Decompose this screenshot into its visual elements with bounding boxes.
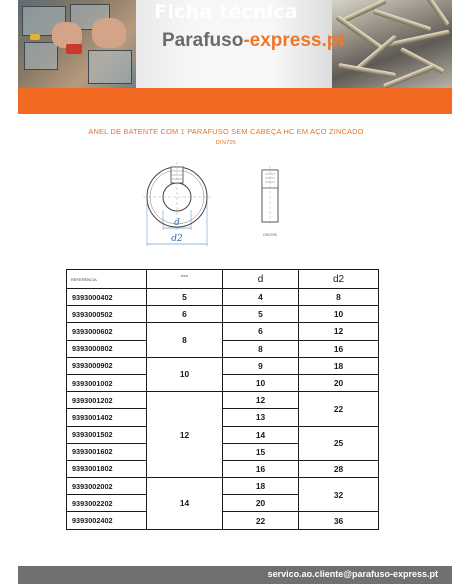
header-mm: mm	[147, 270, 223, 289]
cell-d: 8	[223, 340, 299, 357]
header-d2: d2	[299, 270, 379, 289]
table-row	[67, 478, 379, 495]
cell-d2: 12	[299, 323, 379, 340]
product-standard: DIN705	[215, 140, 237, 146]
cell-mm: 14	[147, 478, 223, 530]
dimension-label-d2: d2	[171, 234, 183, 244]
cell-d: 18	[223, 478, 299, 495]
table-row	[67, 512, 379, 529]
table-row	[67, 340, 379, 357]
brand-logo	[162, 30, 345, 52]
dimension-label-d: d	[174, 218, 180, 228]
cell-d: 13	[223, 409, 299, 426]
title-band	[18, 88, 452, 114]
cell-d: 15	[223, 443, 299, 460]
footer-bar	[18, 566, 452, 584]
cell-d2: 16	[299, 340, 379, 357]
customer-service-email[interactable]: servico.ao.cliente@parafuso-express.pt	[267, 569, 438, 579]
table-row	[67, 392, 379, 409]
page-title: Ficha técnica	[154, 1, 298, 23]
cell-reference: 9393001202	[67, 392, 147, 409]
cell-d2: 10	[299, 306, 379, 323]
cell-reference: 9393001502	[67, 426, 147, 443]
cell-reference: 9393000602	[67, 323, 147, 340]
cell-d2: 28	[299, 460, 379, 477]
side-view-drawing	[262, 166, 278, 237]
cell-reference: 9393001402	[67, 409, 147, 426]
cell-reference: 9393000802	[67, 340, 147, 357]
cell-d2: 36	[299, 512, 379, 529]
front-view-drawing	[143, 162, 211, 246]
brand-logo-main: Parafuso	[162, 30, 244, 51]
table-row	[67, 357, 379, 374]
cell-d2: 25	[299, 426, 379, 460]
table-row	[67, 374, 379, 391]
cell-reference: 9393000402	[67, 289, 147, 306]
product-name: ANEL DE BATENTE COM 1 PARAFUSO SEM CABEÇA HC EM AÇO ZINCADO	[88, 127, 364, 136]
cell-mm: 8	[147, 323, 223, 357]
header-d: d	[223, 270, 299, 289]
cell-mm: 6	[147, 306, 223, 323]
cell-d: 20	[223, 495, 299, 512]
cell-reference: 9393002202	[67, 495, 147, 512]
header-reference: REFERÊNCIA	[67, 270, 147, 289]
cell-reference: 9393001002	[67, 374, 147, 391]
cell-d: 5	[223, 306, 299, 323]
table-row	[67, 306, 379, 323]
table-row	[67, 460, 379, 477]
specification-table	[66, 269, 379, 530]
cell-d2: 8	[299, 289, 379, 306]
table-row	[67, 323, 379, 340]
cell-d: 9	[223, 357, 299, 374]
cell-reference: 9393000902	[67, 357, 147, 374]
cell-d: 14	[223, 426, 299, 443]
technical-drawing	[0, 150, 452, 250]
cell-d2: 22	[299, 392, 379, 426]
cell-d: 6	[223, 323, 299, 340]
cell-mm: 10	[147, 357, 223, 391]
table-header-row	[67, 270, 379, 289]
cell-reference: 9393002402	[67, 512, 147, 529]
cell-d: 4	[223, 289, 299, 306]
cell-reference: 9393001802	[67, 460, 147, 477]
table-row	[67, 289, 379, 306]
cell-reference: 9393001602	[67, 443, 147, 460]
table-row	[67, 426, 379, 443]
cell-d: 16	[223, 460, 299, 477]
cell-reference: 9393002002	[67, 478, 147, 495]
cell-reference: 9393000502	[67, 306, 147, 323]
cell-d: 10	[223, 374, 299, 391]
cell-mm: 12	[147, 392, 223, 478]
cell-d2: 32	[299, 478, 379, 512]
cell-d: 22	[223, 512, 299, 529]
cell-d2: 20	[299, 374, 379, 391]
side-view-label: DIN705	[263, 232, 277, 237]
brand-logo-suffix: -express.pt	[243, 30, 345, 51]
cell-d2: 18	[299, 357, 379, 374]
cell-d: 12	[223, 392, 299, 409]
cell-mm: 5	[147, 289, 223, 306]
